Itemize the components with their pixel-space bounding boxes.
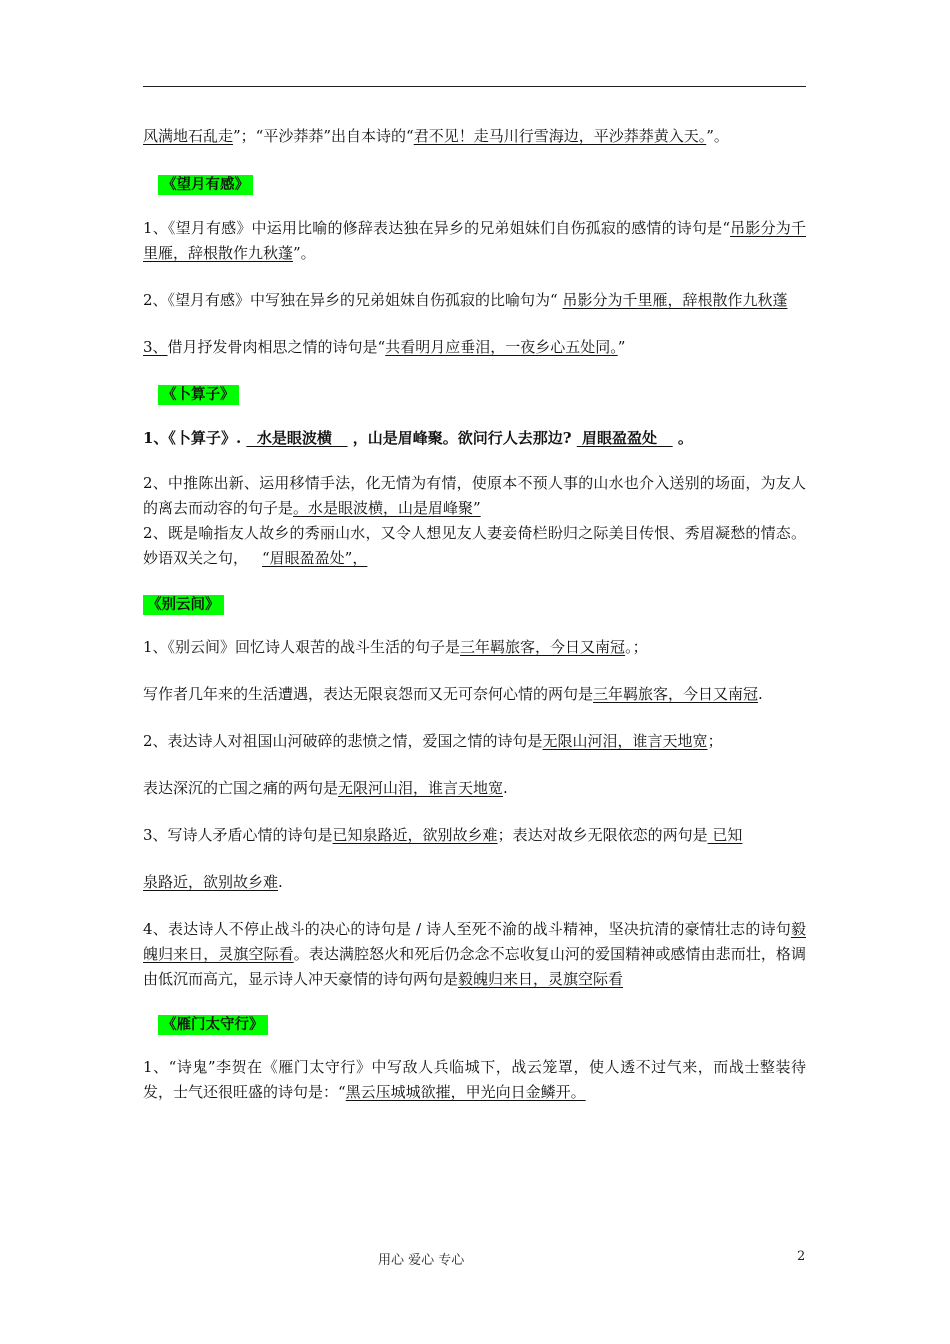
section-title-wangyue: 《望月有感》 [158, 175, 253, 195]
question-paragraph: 1、《卜算子》. 水是眼波横 ，山是眉峰聚。欲问行人去那边? 眉眼盈盈处 。 [143, 429, 693, 447]
question-paragraph: 泉路近，欲别故乡难. [143, 873, 283, 891]
section-heading-row [143, 383, 806, 405]
question-paragraph: 3、借月抒发骨肉相思之情的诗句是“共看明月应垂泪，一夜乡心五处同。” [143, 338, 626, 356]
question-paragraph: 写作者几年来的生活遭遇，表达无限哀怨而又无可奈何心情的两句是三年羁旅客，今日又南冠. [143, 685, 763, 703]
question-paragraph: 2、既是喻指友人故乡的秀丽山水，又令人想见友人妻妾倚栏盼归之际美目传恨、秀眉凝愁的情态。妙语双关之句， “眉眼盈盈处”， [143, 524, 806, 567]
answer-underline: 共看明月应垂泪，一夜乡心五处同。 [385, 338, 618, 356]
question-paragraph: 3、写诗人矛盾心情的诗句是已知泉路近，欲别故乡难；表达对故乡无限依恋的两句是 已知 [143, 826, 743, 844]
question-paragraph: 4、表达诗人不停止战斗的决心的诗句是 / 诗人至死不渝的战斗精神，坚决抗清的豪情壮志的诗句毅魄归来日，灵旗空际看。表达满腔怒火和死后仍念念不忘收复山河的爱国精神或感情由悲而壮，格调由低沉而高亢，显示诗人冲天豪情的诗句两句是毅魄归来日，灵旗空际看 [143, 920, 806, 988]
section-title-yanmen: 《雁门太守行》 [158, 1015, 268, 1035]
answer-underline: 吊影分为千里雁，辞根散作九秋蓬 [562, 291, 788, 309]
document-body [143, 124, 806, 1105]
section-heading-row [143, 173, 806, 195]
answer-underline: 三年羁旅客，今日又南冠 [460, 638, 626, 656]
answer-underline: 眉眼盈盈处 [576, 429, 673, 447]
answer-underline: 黑云压城城欲摧，甲光向日金鳞开。 [345, 1083, 586, 1101]
answer-underline: 毅魄归来日，灵旗空际看 [458, 970, 624, 988]
answer-underline: 。水是眼波横，山是眉峰聚” [293, 499, 481, 517]
header-rule [143, 86, 806, 87]
page-number: 2 [797, 1249, 806, 1264]
answer-underline: 无限山河泪，谁言天地宽 [542, 732, 708, 750]
answer-underline: 风满地石乱走 [143, 127, 234, 145]
answer-underline: 毅魄归来日，灵旗空际看 [143, 920, 806, 963]
section-heading-row [143, 593, 806, 615]
question-paragraph: 1、《别云间》回忆诗人艰苦的战斗生活的句子是三年羁旅客，今日又南冠。； [143, 638, 648, 656]
question-paragraph: 2、《望月有感》中写独在异乡的兄弟姐妹自伤孤寂的比喻句为“ 吊影分为千里雁，辞根散作九秋蓬 [143, 291, 788, 309]
answer-underline: 已知泉路近，欲别故乡难 [332, 826, 498, 844]
section-title-bieyunjian: 《别云间》 [143, 595, 224, 615]
question-paragraph: 2、表达诗人对祖国山河破碎的悲愤之情，爱国之情的诗句是无限山河泪，谁言天地宽； [143, 732, 723, 750]
answer-underline: 水是眼波横 [246, 429, 348, 447]
question-paragraph: 1、《望月有感》中运用比喻的修辞表达独在异乡的兄弟姐妹们自伤孤寂的感情的诗句是“吊影分为千里雁，辞根散作九秋蓬”。 [143, 219, 806, 262]
answer-underline: 吊影分为千里雁，辞根散作九秋蓬 [143, 219, 806, 262]
answer-underline: 君不见！走马川行雪海边，平沙莽莽黄入天。 [413, 127, 707, 145]
answer-underline: 已知 [707, 826, 743, 844]
section-title-busuanzi: 《卜算子》 [158, 385, 239, 405]
answer-underline: 泉路近，欲别故乡难 [143, 873, 279, 891]
answer-underline: “眉眼盈盈处”， [262, 549, 368, 567]
question-paragraph: 1、“诗鬼”李贺在《雁门太守行》中写敌人兵临城下，战云笼罩，使人透不过气来，而战士整装待发，士气还很旺盛的诗句是：“黑云压城城欲摧，甲光向日金鳞开。 [143, 1058, 806, 1101]
section-heading-row [143, 1013, 806, 1035]
footer-motto: 用心 爱心 专心 [378, 1253, 465, 1268]
question-paragraph: 2、中推陈出新、运用移情手法，化无情为有情，使原本不预人事的山水也介入送别的场面，为友人的离去而动容的句子是。水是眼波横，山是眉峰聚” [143, 474, 806, 517]
answer-underline: 无限河山泪，谁言天地宽 [338, 779, 504, 797]
answer-underline: 三年羁旅客，今日又南冠 [593, 685, 759, 703]
question-paragraph: 表达深沉的亡国之痛的两句是无限河山泪，谁言天地宽. [143, 779, 508, 797]
intro-paragraph: 风满地石乱走”；“平沙莽莽”出自本诗的“君不见！走马川行雪海边，平沙莽莽黄入天。”。 [143, 127, 729, 145]
